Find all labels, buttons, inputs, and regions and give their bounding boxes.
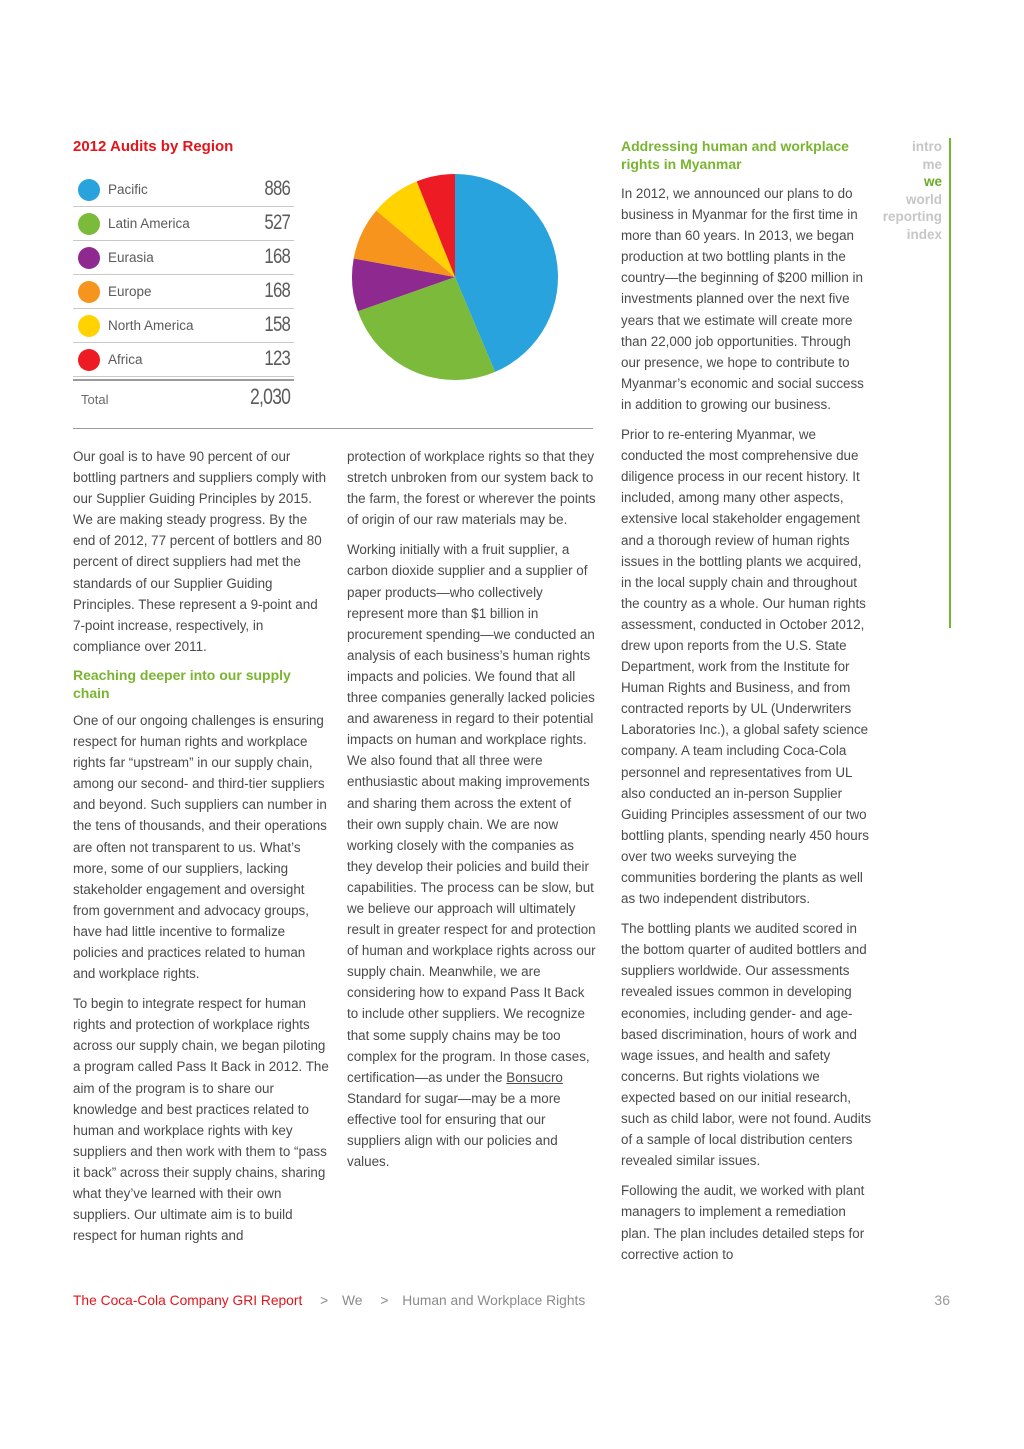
nav-item-we[interactable]: we [923, 174, 942, 189]
legend-row [73, 174, 294, 207]
col2-paragraph-2-text: Working initially with a fruit supplier, a carbon dioxide supplier and a supplier of paper products—who collectively represent more than $1 billion in procurement spending—we conducted an analysis of each business’s human rights impacts and policies. We found that all three companies generally lacked policies and awareness in regard to their potential impacts on human and workplace rights. We also found that all three were enthusiastic about making improvements and sharing them across the extent of their own supply chain. We are now working closely with the companies as they develop their policies and build their capabilities. The process can be slow, but we believe our approach will ultimately result in greater respect for and protection of human and workplace rights across our supply chain. Meanwhile, we are considering how to expand Pass It Back to include other suppliers. We recognize that some supply chains may be too complex for the program. In those cases, certification—as under the [347, 542, 596, 1085]
col1-paragraph-3: To begin to integrate respect for human rights and protection of workplace rights across our supply chain, we began piloting a program called Pass It Back in 2012. The aim of the program is to share our knowledge and best practices related to human and workplace rights with key suppliers and then work with them to “pass it back” across their supply chains, sharing what they’ve learned with their own suppliers. Our ultimate aim is to build respect for human rights and [73, 996, 329, 1244]
legend-value: 123 [264, 347, 290, 370]
legend-label: Europe [108, 284, 152, 299]
section-divider [73, 428, 593, 429]
col2-paragraph-2-end: Standard for sugar—may be a more effective tool for ensuring that our suppliers align with our policies and values. [347, 1090, 561, 1170]
breadcrumb-separator: > [320, 1293, 329, 1308]
total-label: Total [81, 392, 109, 407]
legend-value: 168 [264, 279, 290, 302]
legend-swatch [78, 349, 100, 371]
legend-label: Africa [108, 352, 143, 367]
breadcrumb-separator: > [380, 1293, 389, 1308]
chart-title: 2012 Audits by Region [73, 138, 234, 155]
column-2 [347, 446, 599, 1181]
legend-swatch [78, 281, 100, 303]
legend-row [73, 344, 294, 377]
nav-item-world[interactable]: world [906, 191, 942, 207]
col3-paragraph-2: Prior to re-entering Myanmar, we conducted the most comprehensive due diligence process in our recent history. It included, among many other aspects, extensive local stakeholder engagement and a thorough review of human rights issues in the bottling plants we acquired, in the local supply chain and throughout the country as a whole. Our human rights assessment, conducted in October 2012, drew upon reports from the U.S. State Department, work from the Institute for Human Rights and Business, and from contracted reports by UL (Underwriters Laboratories Inc.), a global safety science company. A team including Coca-Cola personnel and representatives from UL also conducted an in-person Supplier Guiding Principles assessment of our two bottling plants, spending nearly 450 hours over two weeks surveying the communities bordering the plants as well as two independent distributors. [621, 427, 869, 907]
section-nav [880, 138, 942, 243]
column-3 [621, 137, 873, 1274]
col2-paragraph-2 [347, 539, 599, 1172]
total-value: 2,030 [249, 384, 290, 409]
legend-total-row [73, 379, 294, 413]
footer-brand-link[interactable]: The Coca-Cola Company GRI Report [73, 1293, 303, 1308]
legend-label: Pacific [108, 182, 148, 197]
legend-label: Latin America [108, 216, 190, 231]
col3-paragraph-3: The bottling plants we audited scored in the bottom quarter of audited bottlers and suppliers worldwide. Our assessments revealed issues common in developing economies, including gender- and age-based discrimination, hours of work and wage issues, and health and safety concerns. But rights violations we expected based on our initial research, such as child labor, were not found. Audits of a sample of local distribution centers revealed similar issues. [621, 921, 872, 1169]
legend-value: 168 [264, 245, 290, 268]
col2-paragraph-1: protection of workplace rights so that they stretch unbroken from our system back to the farm, the forest or wherever the points of origin of our raw materials may be. [347, 449, 596, 528]
legend-swatch [78, 247, 100, 269]
audits-pie-chart [340, 162, 570, 392]
audit-legend-table [73, 174, 294, 413]
myanmar-heading: Addressing human and workplace rights in Myanmar [621, 138, 849, 172]
nav-item-intro[interactable]: intro [912, 139, 942, 154]
bonsucro-link[interactable]: Bonsucro [506, 1069, 563, 1085]
nav-item-me[interactable]: me [922, 156, 942, 172]
nav-item-index[interactable]: index [906, 226, 942, 242]
legend-swatch [78, 179, 100, 201]
legend-value: 158 [264, 313, 290, 336]
legend-value: 886 [264, 177, 290, 200]
nav-indicator-bar [949, 138, 951, 628]
legend-label: North America [108, 318, 194, 333]
supply-chain-heading: Reaching deeper into our supply chain [73, 666, 291, 701]
legend-row [73, 242, 294, 275]
breadcrumb-human-rights[interactable]: Human and Workplace Rights [402, 1293, 586, 1308]
legend-row [73, 276, 294, 309]
legend-row [73, 208, 294, 241]
footer-breadcrumb [73, 1293, 585, 1308]
column-1 [73, 446, 331, 1255]
legend-row [73, 310, 294, 343]
nav-item-reporting[interactable]: reporting [882, 209, 942, 224]
legend-swatch [78, 213, 100, 235]
col1-paragraph-1: Our goal is to have 90 percent of our bottling partners and suppliers comply with our Supplier Guiding Principles by 2015. We are making steady progress. By the end of 2012, 77 percent of bottlers and 80 percent of direct suppliers had met the standards of our Supplier Guiding Principles. These represent a 9-point and 7-point increase, respectively, in compliance over 2011. [73, 449, 327, 654]
legend-value: 527 [264, 211, 290, 234]
page-number: 36 [934, 1292, 950, 1308]
legend-swatch [78, 315, 100, 337]
legend-label: Eurasia [108, 250, 154, 265]
col1-paragraph-2: One of our ongoing challenges is ensuring respect for human rights and workplace rights far “upstream” in our supply chain, among our second- and third-tier suppliers and beyond. Such suppliers can number in the tens of thousands, and their operations are often not transparent to us. What’s more, some of our suppliers, lacking stakeholder engagement and oversight from government and advocacy groups, have had little incentive to formalize policies and practices related to human and workplace rights. [73, 712, 327, 982]
col3-paragraph-1: In 2012, we announced our plans to do business in Myanmar for the first time in more than 60 years. In 2013, we began production at two bottling plants in the country—the beginning of $200 million in investments planned over the next five years that we estimate will create more than 22,000 job opportunities. Through our presence, we hope to contribute to Myanmar’s economic and social success in addition to growing our business. [621, 186, 864, 412]
breadcrumb-we[interactable]: We [342, 1293, 363, 1308]
col3-paragraph-4: Following the audit, we worked with plant managers to implement a remediation plan. The plan includes detailed steps for corrective action to [621, 1183, 865, 1262]
